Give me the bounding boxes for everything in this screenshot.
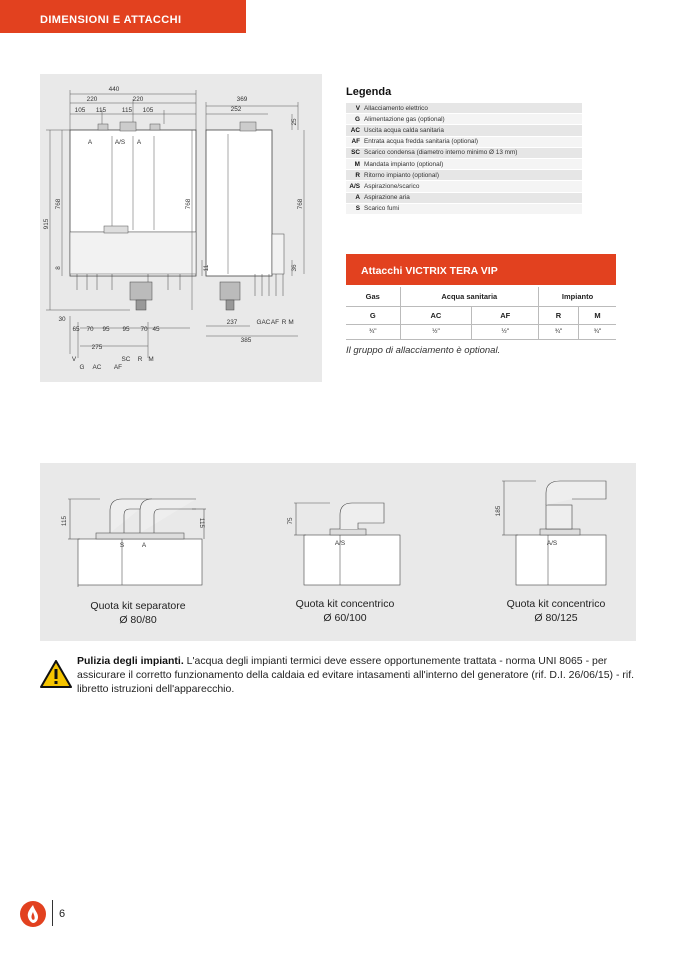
dim-front-8: 8	[55, 266, 62, 270]
dim-front-440: 440	[108, 86, 120, 93]
code-front-m: M	[148, 356, 154, 363]
legend-row	[346, 170, 582, 181]
code-front-v: V	[71, 356, 77, 363]
connections-title: Attacchi VICTRIX TERA VIP	[346, 254, 616, 285]
marker-a-left: A	[87, 139, 93, 146]
dim-front-275: 275	[91, 344, 103, 351]
legend-code: SC	[351, 149, 360, 157]
dim-front-11: 11	[203, 264, 210, 272]
dim-side-369: 369	[236, 96, 248, 103]
dim-front-105b: 105	[142, 107, 154, 114]
dim-side-25: 25	[291, 118, 298, 126]
code-front-sc: SC	[121, 356, 131, 363]
dim-front-915: 915	[43, 218, 50, 230]
dim-side-36: 36	[291, 264, 298, 272]
kit1-caption-line1: Quota kit separatore	[90, 600, 186, 612]
legend-code: S	[355, 205, 360, 213]
kit1-label-a: A	[141, 542, 147, 549]
legend-desc: Aspirazione aria	[364, 194, 410, 202]
legend-code: G	[355, 115, 360, 123]
code-side-ac: AC	[261, 319, 271, 326]
marker-a-right: A	[136, 139, 142, 146]
legend-code: AC	[350, 126, 360, 134]
legend-code: A	[355, 194, 360, 202]
size-r: ¾"	[539, 324, 579, 339]
size-af: ½"	[472, 324, 539, 339]
legend-desc: Entrata acqua fredda sanitaria (optional)	[364, 138, 479, 146]
dim-front-105a: 105	[74, 107, 86, 114]
flue-kit-panel	[40, 463, 636, 641]
dim-front-768: 768	[55, 198, 62, 210]
legend-code: V	[355, 104, 360, 112]
legend-row	[346, 181, 582, 192]
flue-kit-drawings	[40, 463, 636, 593]
legend-desc: Alimentazione gas (optional)	[364, 115, 445, 123]
warning-bold: Pulizia degli impianti.	[77, 655, 184, 667]
code-side-m: M	[288, 319, 294, 326]
warning-text	[77, 654, 637, 696]
section-header	[0, 0, 246, 33]
brand-flame-icon	[19, 900, 47, 928]
page-number: 6	[59, 908, 66, 920]
dim-side-237: 237	[226, 319, 238, 326]
legend-code: AF	[351, 138, 360, 146]
legend	[346, 86, 582, 215]
dim-front-115a: 115	[95, 107, 107, 114]
dimension-drawing-panel	[40, 74, 322, 382]
kit1-caption	[58, 599, 218, 627]
marker-as: A/S	[114, 139, 126, 146]
dim-front-30: 30	[58, 316, 66, 323]
kit3-caption	[476, 597, 636, 625]
dim-side-768-right: 768	[297, 198, 304, 210]
code-front-g: G	[79, 364, 85, 371]
kit2-dim: 75	[287, 517, 294, 525]
warning-icon	[40, 660, 72, 688]
legend-desc: Aspirazione/scarico	[364, 182, 420, 190]
legend-desc: Scarico fumi	[364, 205, 400, 213]
size-m: ¾"	[578, 324, 616, 339]
warning-body: L'acqua degli impianti termici deve essere opportunemente trattata - norma UNI 8065 - per assicurare il corretto funzionamento della caldaia ed evitare intasamenti all'interno del generatore (rif. D.I. 26/06/15) - rif. libretto istruzioni dell'apparecchio.	[77, 655, 635, 695]
kit2-label-as: A/S	[334, 540, 346, 547]
legend-desc: Uscita acqua calda sanitaria	[364, 126, 444, 134]
legend-desc: Mandata impianto (optional)	[364, 160, 444, 168]
size-g: ¾"	[346, 324, 400, 339]
size-ac: ½"	[400, 324, 472, 339]
kit2-caption-line1: Quota kit concentrico	[295, 598, 395, 610]
dimension-drawing	[40, 74, 322, 382]
connections-table	[346, 287, 616, 340]
dim-front-95b: 95	[122, 326, 130, 333]
dim-front-95a: 95	[102, 326, 110, 333]
code-front-af: AF	[113, 364, 123, 371]
dim-side-385: 385	[240, 337, 252, 344]
legend-desc: Scarico condensa (diametro interno minimo Ø 13 mm)	[364, 149, 518, 157]
legend-desc: Allacciamento elettrico	[364, 104, 428, 112]
col-ac: AC	[400, 306, 472, 324]
kit1-caption-line2: Ø 80/80	[119, 614, 157, 626]
code-front-ac: AC	[92, 364, 102, 371]
legend-code: A/S	[349, 182, 360, 190]
kit3-caption-line1: Quota kit concentrico	[506, 598, 606, 610]
legend-row	[346, 193, 582, 204]
kit1-label-s: S	[119, 542, 125, 549]
legend-code: M	[354, 160, 360, 168]
legend-title: Legenda	[346, 86, 392, 98]
code-side-g: G	[256, 319, 262, 326]
code-side-af: AF	[270, 319, 280, 326]
col-af: AF	[472, 306, 539, 324]
legend-list	[346, 103, 582, 215]
kit2-caption	[265, 597, 425, 625]
legend-row	[346, 103, 582, 114]
dim-front-220b: 220	[132, 96, 144, 103]
dim-front-70a: 70	[86, 326, 94, 333]
group-sanitary: Acqua sanitaria	[400, 287, 539, 306]
connections-note: Il gruppo di allacciamento è optional.	[346, 345, 501, 356]
code-side-r: R	[281, 319, 287, 326]
dim-front-220a: 220	[86, 96, 98, 103]
legend-row	[346, 159, 582, 170]
dim-front-115b: 115	[121, 107, 133, 114]
code-front-r: R	[137, 356, 143, 363]
section-title: DIMENSIONI E ATTACCHI	[40, 14, 182, 26]
kit3-dim: 185	[495, 505, 502, 517]
dim-front-65: 65	[72, 326, 80, 333]
dim-side-252: 252	[230, 106, 242, 113]
col-m: M	[578, 306, 616, 324]
footer-divider	[52, 900, 53, 926]
legend-row	[346, 125, 582, 136]
kit3-label-as: A/S	[546, 540, 558, 547]
legend-desc: Ritorno impianto (optional)	[364, 171, 439, 179]
kit1-dim-right: 115	[198, 517, 205, 529]
legend-row	[346, 148, 582, 159]
group-system: Impianto	[539, 287, 616, 306]
dim-front-70b: 70	[140, 326, 148, 333]
kit3-caption-line2: Ø 80/125	[534, 612, 578, 624]
legend-code: R	[355, 171, 360, 179]
dim-side-768-left: 768	[185, 198, 192, 210]
legend-row	[346, 204, 582, 215]
dim-front-45: 45	[152, 326, 160, 333]
kit1-dim-left: 115	[61, 515, 68, 527]
col-g: G	[346, 306, 400, 324]
group-gas: Gas	[346, 287, 400, 306]
legend-row	[346, 137, 582, 148]
col-r: R	[539, 306, 579, 324]
kit2-caption-line2: Ø 60/100	[323, 612, 367, 624]
legend-row	[346, 114, 582, 125]
